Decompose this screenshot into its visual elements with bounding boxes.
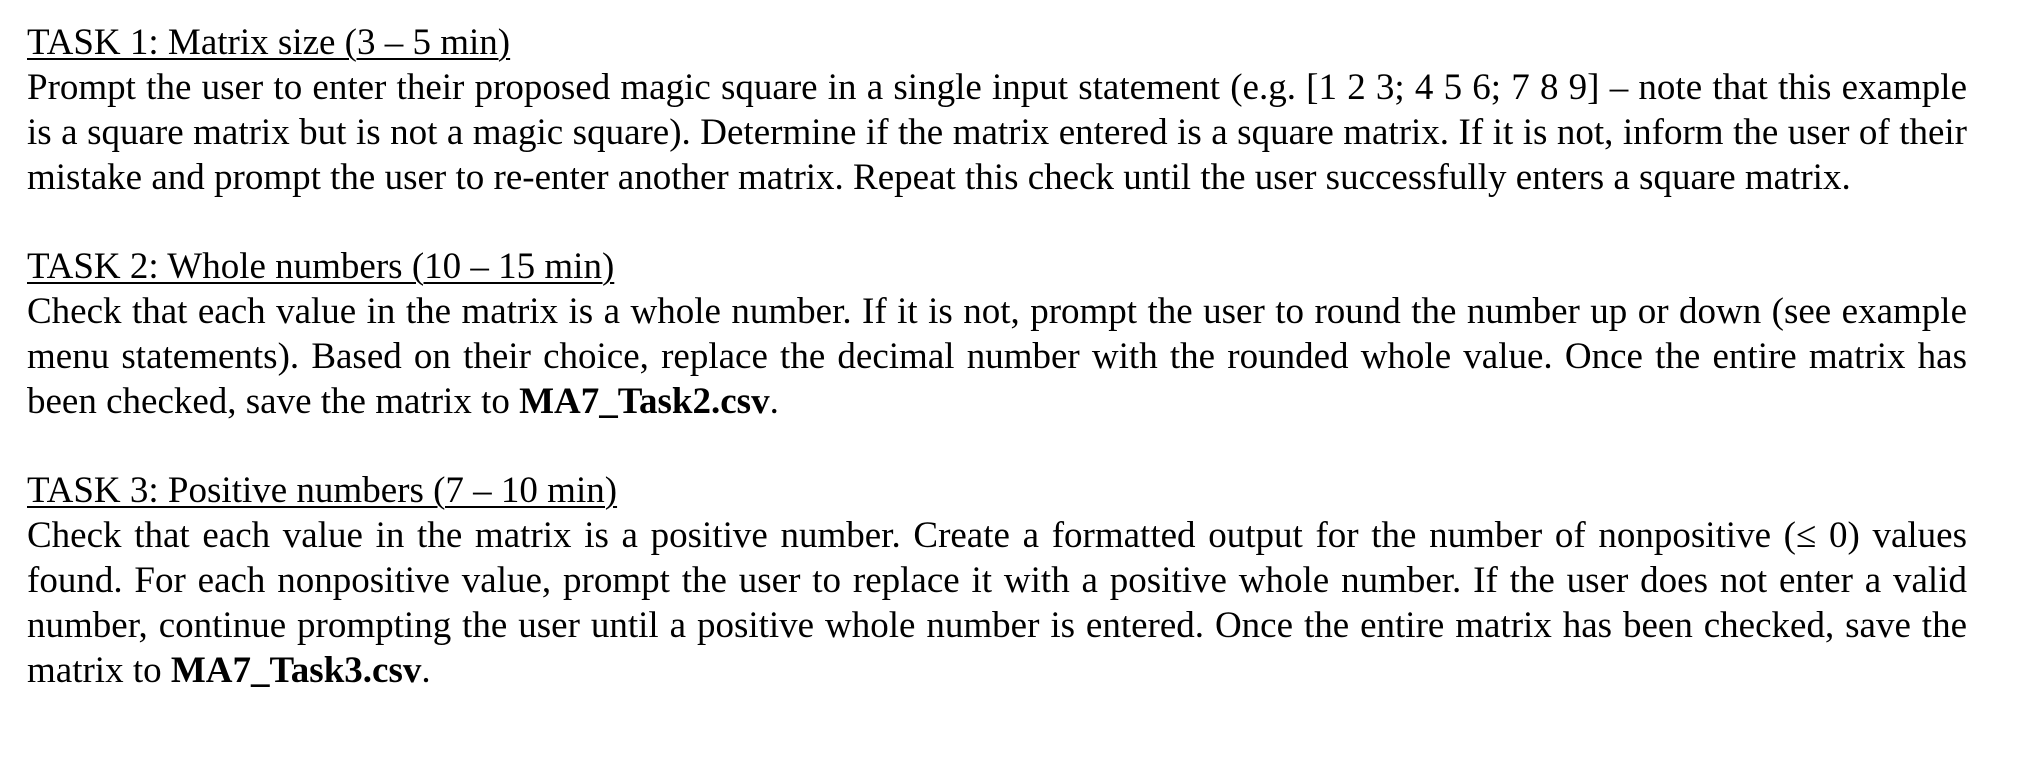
task-3-period: .: [421, 650, 431, 691]
task-2-heading: TASK 2: Whole numbers (10 – 15 min): [27, 246, 615, 287]
task-1-heading: TASK 1: Matrix size (3 – 5 min): [27, 22, 511, 63]
task-3-section: [27, 468, 1967, 693]
task-3-heading: TASK 3: Positive numbers (7 – 10 min): [27, 470, 618, 511]
task-3-body-text: Check that each value in the matrix is a positive number. Create a formatted output for the number of nonpositive (≤ 0) values found. For each nonpositive value, prompt the user to replace it with a positive whole number. If the user does not enter a valid number, continue prompting the user until a positive whole number is entered. Once the entire matrix has been checked, save the matrix to: [27, 515, 1967, 691]
task-3-body: [27, 513, 1967, 693]
task-1-section: [27, 20, 1967, 200]
task-2-period: .: [769, 381, 779, 422]
document: [27, 20, 1967, 737]
task-3-filename: MA7_Task3.csv: [170, 650, 422, 691]
task-2-section: [27, 244, 1967, 424]
task-2-body: [27, 289, 1967, 424]
task-2-body-text: Check that each value in the matrix is a whole number. If it is not, prompt the user to round the number up or down (see example menu statements). Based on their choice, replace the decimal number with the rounded whole value. Once the entire matrix has been checked, save the matrix to: [27, 291, 1967, 422]
task-1-body: Prompt the user to enter their proposed magic square in a single input statement (e.g. [1 2 3; 4 5 6; 7 8 9] – note that this example is a square matrix but is not a magic square). Determine if the matrix entered is a square matrix. If it is not, inform the user of their mistake and prompt the user to re-enter another matrix. Repeat this check until the user successfully enters a square matrix.: [27, 67, 1967, 198]
task-2-filename: MA7_Task2.csv: [519, 381, 770, 422]
